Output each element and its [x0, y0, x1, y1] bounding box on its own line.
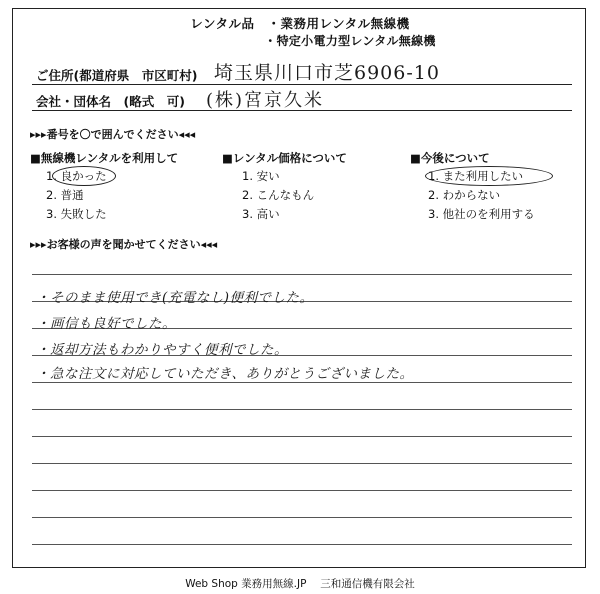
- ruled-line: [32, 382, 572, 383]
- form-title-line2: ・特定小電力型レンタル無線機: [264, 34, 436, 48]
- address-value: 埼玉県川口市芝6906-10: [214, 62, 440, 84]
- circle-instruction: ▸▸▸番号を〇で囲んでください◂◂◂: [30, 128, 196, 141]
- rental-use-option-1: 1. 良かった: [46, 169, 107, 183]
- customer-voice-heading: ▸▸▸お客様の声を聞かせてください◂◂◂: [30, 238, 218, 251]
- form-title-line1: レンタル品 ・業務用レンタル無線機: [190, 16, 410, 31]
- price-option-1: 1. 安い: [242, 169, 280, 183]
- ruled-line: [32, 544, 572, 545]
- comment-line-1: ・そのまま使用でき(充電なし)便利でした。: [36, 290, 314, 306]
- future-option-3: 3. 他社のを利用する: [428, 207, 535, 221]
- comment-line-3: ・返却方法もわかりやすく便利でした。: [36, 342, 288, 358]
- company-label: 会社・団体名 (略式 可): [36, 94, 185, 109]
- question-rental-use-heading: ■無線機レンタルを利用して: [30, 151, 179, 165]
- future-option-1: 1. また利用したい: [428, 169, 524, 183]
- address-label: ご住所(都道府県 市区町村): [36, 68, 198, 83]
- ruled-line: [32, 409, 572, 410]
- price-option-2: 2. こんなもん: [242, 188, 315, 202]
- ruled-line: [32, 517, 572, 518]
- price-option-3: 3. 高い: [242, 207, 280, 221]
- ruled-line: [32, 490, 572, 491]
- comment-line-4: ・急な注文に対応していただき、ありがとうございました。: [36, 366, 414, 382]
- ruled-line: [32, 436, 572, 437]
- footer-company: Web Shop 業務用無線.JP 三和通信機有限会社: [185, 578, 415, 590]
- question-future-heading: ■今後について: [410, 151, 490, 165]
- company-value: (株)宮京久米: [206, 90, 325, 111]
- future-option-2: 2. わからない: [428, 188, 501, 202]
- rental-use-option-2: 2. 普通: [46, 188, 84, 202]
- ruled-line: [32, 463, 572, 464]
- question-price-heading: ■レンタル価格について: [222, 151, 347, 165]
- comment-line-2: ・画信も良好でした。: [36, 316, 176, 332]
- rental-use-option-3: 3. 失敗した: [46, 207, 107, 221]
- ruled-line: [32, 274, 572, 275]
